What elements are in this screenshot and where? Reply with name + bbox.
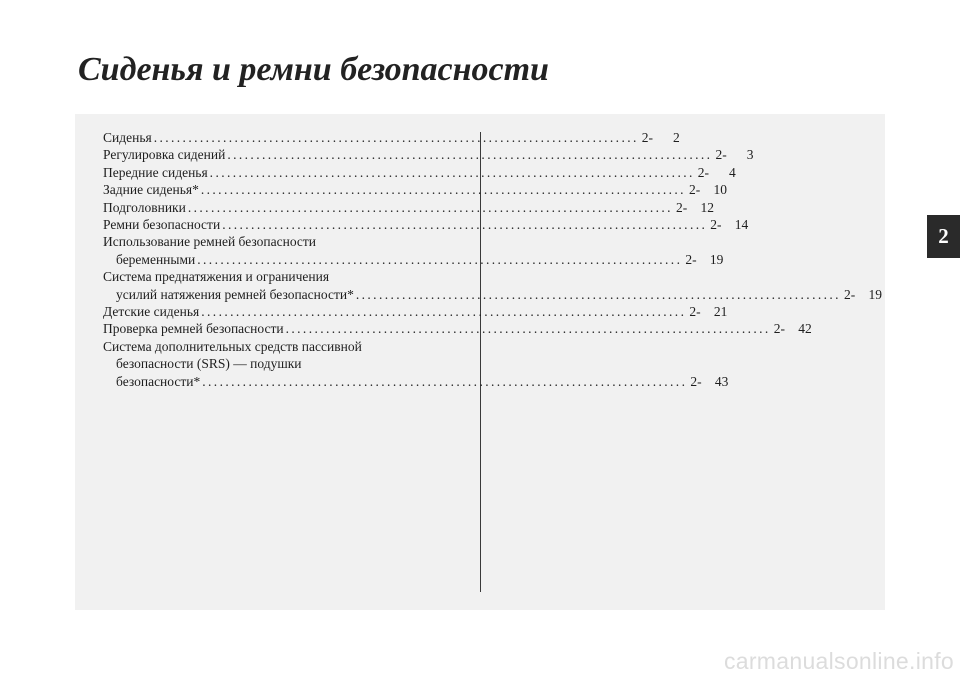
toc-section-number: 2- [689,304,701,320]
toc-line [103,216,749,233]
toc-section-number: 2- [715,147,727,163]
toc-section-number: 2- [675,199,688,215]
toc-page-number: 42 [798,321,812,337]
toc-page-number: 19 [709,251,724,267]
toc-page-ref [676,199,714,216]
toc-page-number: 3 [746,147,754,163]
toc-line [103,251,724,268]
toc-section-number: 2- [843,286,856,302]
toc-line [103,338,463,355]
toc-section-number: 2- [685,251,697,267]
toc-line [103,320,812,337]
toc-entry-title: безопасности* [116,373,201,389]
toc-entry-title: Детские сиденья [103,304,200,320]
watermark: carmanualsonline.info [723,648,954,674]
toc-entry-title: Подголовники [103,199,186,215]
toc-entry-title: Ремни безопасности [103,217,221,233]
toc-line [103,303,728,320]
toc-entry-title: Передние сиденья [103,164,208,180]
toc-dot-leader: .................................................................................... [200,182,686,198]
toc-dot-leader: .................................................................................... [222,217,708,233]
toc-dot-leader: .................................................................................... [197,251,683,267]
toc-entry-title: Система дополнительных средств пассивной [103,338,362,354]
toc-entry[interactable] [103,181,727,198]
toc-entry-title: Система преднатяжения и ограничения [103,269,330,285]
table-of-contents [103,129,882,390]
toc-page-ref [844,286,882,303]
toc-entry-title: безопасности (SRS) — подушки [116,356,302,372]
toc-page-number: 12 [700,199,714,215]
toc-dot-leader: .................................................................................... [201,304,687,320]
toc-page-ref [710,216,748,233]
toc-page-ref [698,164,736,181]
toc-dot-leader: .................................................................................... [209,164,695,180]
toc-page-number: 10 [713,182,727,198]
toc-dot-leader: .................................................................................... [202,373,688,389]
toc-dot-leader: .................................................................................... [227,147,713,163]
toc-line [103,129,680,146]
toc-section-number: 2- [690,373,702,389]
toc-entry-title: Использование ремней безопасности [103,234,317,250]
toc-entry[interactable] [103,146,754,163]
toc-page-ref [774,320,812,337]
toc-dot-leader: .................................................................................... [187,199,673,215]
toc-entry-title: Задние сиденья* [103,182,199,198]
toc-line [103,286,882,303]
toc-section-number: 2- [697,164,710,180]
toc-page-number: 19 [868,286,882,302]
toc-entry-title: Проверка ремней безопасности [103,321,284,337]
toc-page-ref [685,251,723,268]
toc-page-number: 4 [729,164,736,180]
toc-section-number: 2- [688,182,701,198]
toc-line [103,373,729,390]
toc-line [103,164,736,181]
toc-page-ref [689,181,727,198]
toc-dot-leader: .................................................................................... [285,321,771,337]
toc-entry[interactable] [103,303,728,320]
toc-line [103,146,754,163]
toc-page-ref [715,146,753,163]
toc-entry-title: беременными [116,251,196,267]
toc-section-number: 2- [710,217,722,233]
toc-page-number: 2 [673,130,680,145]
toc-line [103,199,714,216]
toc-page-number: 43 [714,373,729,389]
toc-line [103,233,463,250]
toc-entry[interactable] [103,199,714,216]
toc-entry-title: усилий натяжения ремней безопасности* [116,286,354,302]
toc-entry[interactable] [103,338,729,390]
toc-entry[interactable] [103,233,724,268]
toc-entry-title: Сиденья [103,130,152,145]
toc-entry[interactable] [103,320,812,337]
toc-page-number: 14 [734,217,749,233]
chapter-tab[interactable]: 2 [927,215,960,258]
page-title: Сиденья и ремни безопасности [78,51,549,88]
toc-page-number: 21 [713,304,728,320]
toc-page-ref [642,129,680,146]
toc-entry[interactable] [103,268,882,303]
toc-section-number: 2- [641,130,654,145]
toc-dot-leader: .................................................................................... [355,286,841,302]
toc-entry[interactable] [103,216,749,233]
toc-line [103,181,727,198]
toc-dot-leader: .................................................................................... [153,130,639,145]
toc-page-ref [690,373,728,390]
toc-entry[interactable] [103,164,736,181]
toc-line [103,355,463,372]
toc-page-ref [689,303,727,320]
toc-entry-title: Регулировка сидений [103,147,226,163]
toc-line [103,268,463,285]
toc-section-number: 2- [773,321,785,337]
toc-entry[interactable] [103,129,680,146]
